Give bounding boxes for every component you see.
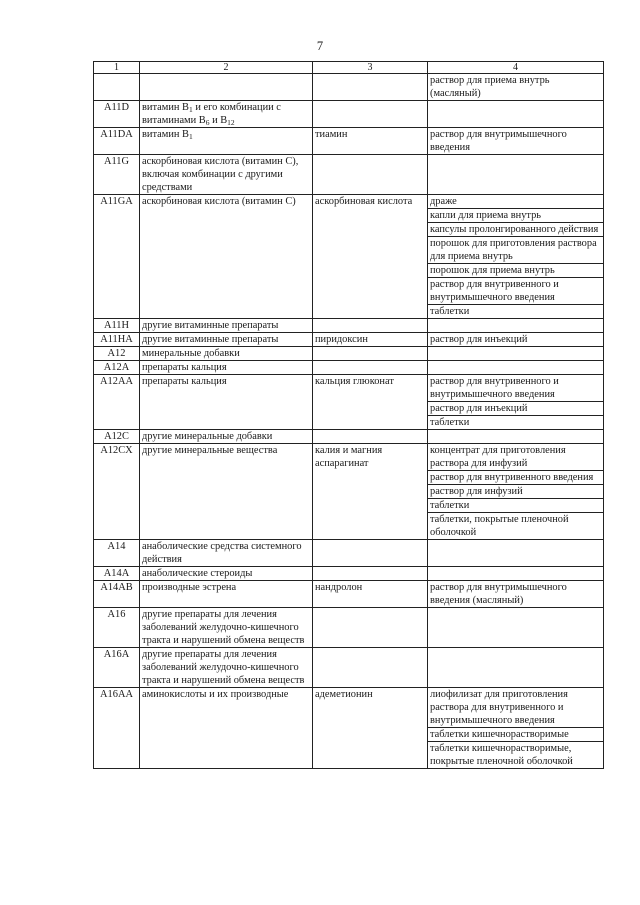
atc-code-cell: A11DA bbox=[94, 128, 140, 155]
dosage-form: порошок для приема внутрь bbox=[428, 263, 603, 277]
header-cell: 1 bbox=[94, 62, 140, 74]
substance-cell bbox=[313, 567, 428, 581]
table-row bbox=[94, 688, 604, 769]
substance-cell: аскорбиновая кислота bbox=[313, 195, 428, 319]
dosage-forms-cell bbox=[428, 195, 604, 319]
dosage-forms-cell bbox=[428, 444, 604, 540]
group-name-cell: витамин $B_1$ и его комбинации с витаминами $B_6$ и $B_{12}$ bbox=[140, 101, 313, 128]
table-row bbox=[94, 128, 604, 155]
group-name-cell: препараты кальция bbox=[140, 361, 313, 375]
substance-cell bbox=[313, 155, 428, 195]
table-header-row bbox=[94, 62, 604, 74]
dosage-form: таблетки bbox=[428, 304, 603, 318]
page-number: 7 bbox=[316, 39, 324, 53]
group-name-cell: аминокислоты и их производные bbox=[140, 688, 313, 769]
group-name-cell: анаболические средства системного действия bbox=[140, 540, 313, 567]
dosage-form: концентрат для приготовления раствора для инфузий bbox=[430, 445, 566, 469]
substance-cell bbox=[313, 101, 428, 128]
dosage-forms-cell bbox=[428, 128, 604, 155]
group-name-cell: аскорбиновая кислота (витамин С), включая комбинации с другими средствами bbox=[140, 155, 313, 195]
atc-code-cell: A11H bbox=[94, 319, 140, 333]
dosage-form: раствор для инъекций bbox=[428, 401, 603, 415]
group-name-cell: производные эстрена bbox=[140, 581, 313, 608]
table-row bbox=[94, 333, 604, 347]
table-row bbox=[94, 430, 604, 444]
substance-cell bbox=[313, 430, 428, 444]
dosage-form: раствор для инфузий bbox=[428, 484, 603, 498]
dosage-form: раствор для внутривенного введения bbox=[428, 470, 603, 484]
substance-cell bbox=[313, 648, 428, 688]
dosage-form: таблетки кишечнорастворимые, покрытые пленочной оболочкой bbox=[428, 741, 603, 768]
table-row bbox=[94, 74, 604, 101]
atc-code-cell: A11D bbox=[94, 101, 140, 128]
table-row bbox=[94, 155, 604, 195]
atc-code-cell: A16AA bbox=[94, 688, 140, 769]
dosage-forms-cell bbox=[428, 375, 604, 430]
dosage-forms-cell bbox=[428, 361, 604, 375]
table-row bbox=[94, 567, 604, 581]
dosage-forms-cell bbox=[428, 74, 604, 101]
group-name-cell: витамин $B_1$ bbox=[140, 128, 313, 155]
dosage-form: капсулы пролонгированного действия bbox=[428, 222, 603, 236]
table-row bbox=[94, 540, 604, 567]
table-row bbox=[94, 375, 604, 430]
atc-code-cell: A14 bbox=[94, 540, 140, 567]
dosage-forms-cell bbox=[428, 333, 604, 347]
table-row bbox=[94, 581, 604, 608]
table-row bbox=[94, 101, 604, 128]
group-name-cell: другие минеральные добавки bbox=[140, 430, 313, 444]
dosage-forms-cell bbox=[428, 319, 604, 333]
dosage-forms-cell bbox=[428, 347, 604, 361]
substance-cell: адеметионин bbox=[313, 688, 428, 769]
group-name-cell: минеральные добавки bbox=[140, 347, 313, 361]
drug-table bbox=[93, 61, 604, 769]
atc-code-cell: A12A bbox=[94, 361, 140, 375]
table-row bbox=[94, 361, 604, 375]
table-row bbox=[94, 608, 604, 648]
dosage-form: раствор для приема внутрь (масляный) bbox=[430, 75, 550, 99]
dosage-form: капли для приема внутрь bbox=[428, 208, 603, 222]
dosage-form: порошок для приготовления раствора для приема внутрь bbox=[428, 236, 603, 263]
group-name-cell: другие минеральные вещества bbox=[140, 444, 313, 540]
atc-code-cell: A12 bbox=[94, 347, 140, 361]
substance-cell bbox=[313, 347, 428, 361]
substance-cell: кальция глюконат bbox=[313, 375, 428, 430]
substance-cell: пиридоксин bbox=[313, 333, 428, 347]
substance-cell: нандролон bbox=[313, 581, 428, 608]
atc-code-cell: A14AB bbox=[94, 581, 140, 608]
dosage-form: раствор для инъекций bbox=[430, 334, 528, 345]
group-name-cell: анаболические стероиды bbox=[140, 567, 313, 581]
atc-code-cell: A12CX bbox=[94, 444, 140, 540]
atc-code-cell: A16 bbox=[94, 608, 140, 648]
dosage-forms-cell bbox=[428, 608, 604, 648]
table-row bbox=[94, 195, 604, 319]
dosage-forms-cell bbox=[428, 648, 604, 688]
substance-cell bbox=[313, 540, 428, 567]
substance-cell bbox=[313, 608, 428, 648]
substance-cell: калия и магния аспарагинат bbox=[313, 444, 428, 540]
dosage-form: раствор для внутривенного и внутримышечного введения bbox=[430, 376, 559, 400]
dosage-form: лиофилизат для приготовления раствора для внутривенного и внутримышечного введения bbox=[430, 689, 568, 726]
dosage-form: таблетки bbox=[428, 498, 603, 512]
group-name-cell: другие препараты для лечения заболеваний желудочно-кишечного тракта и нарушений обмена веществ bbox=[140, 648, 313, 688]
atc-code-cell: A11G bbox=[94, 155, 140, 195]
dosage-form: раствор для внутривенного и внутримышечного введения bbox=[428, 277, 603, 304]
table-row bbox=[94, 347, 604, 361]
dosage-forms-cell bbox=[428, 540, 604, 567]
dosage-forms-cell bbox=[428, 101, 604, 128]
atc-code-cell bbox=[94, 74, 140, 101]
atc-code-cell: A16A bbox=[94, 648, 140, 688]
dosage-form: таблетки, покрытые пленочной оболочкой bbox=[428, 512, 603, 539]
atc-code-cell: A12C bbox=[94, 430, 140, 444]
substance-cell bbox=[313, 74, 428, 101]
header-cell: 2 bbox=[140, 62, 313, 74]
group-name-cell: аскорбиновая кислота (витамин С) bbox=[140, 195, 313, 319]
atc-code-cell: A11HA bbox=[94, 333, 140, 347]
dosage-form: раствор для внутримышечного введения (масляный) bbox=[430, 582, 567, 606]
atc-code-cell: A11GA bbox=[94, 195, 140, 319]
dosage-forms-cell bbox=[428, 567, 604, 581]
table-row bbox=[94, 444, 604, 540]
group-name-cell: другие витаминные препараты bbox=[140, 319, 313, 333]
dosage-forms-cell bbox=[428, 155, 604, 195]
atc-code-cell: A14A bbox=[94, 567, 140, 581]
dosage-forms-cell bbox=[428, 581, 604, 608]
dosage-form: таблетки кишечнорастворимые bbox=[428, 727, 603, 741]
dosage-form: таблетки bbox=[428, 415, 603, 429]
dosage-forms-cell bbox=[428, 430, 604, 444]
header-cell: 3 bbox=[313, 62, 428, 74]
substance-cell: тиамин bbox=[313, 128, 428, 155]
header-cell: 4 bbox=[428, 62, 604, 74]
dosage-forms-cell bbox=[428, 688, 604, 769]
substance-cell bbox=[313, 319, 428, 333]
table-row bbox=[94, 319, 604, 333]
group-name-cell bbox=[140, 74, 313, 101]
group-name-cell: другие препараты для лечения заболеваний желудочно-кишечного тракта и нарушений обмена веществ bbox=[140, 608, 313, 648]
group-name-cell: другие витаминные препараты bbox=[140, 333, 313, 347]
substance-cell bbox=[313, 361, 428, 375]
atc-code-cell: A12AA bbox=[94, 375, 140, 430]
dosage-form: драже bbox=[430, 196, 457, 207]
group-name-cell: препараты кальция bbox=[140, 375, 313, 430]
table-row bbox=[94, 648, 604, 688]
dosage-form: раствор для внутримышечного введения bbox=[430, 129, 567, 153]
